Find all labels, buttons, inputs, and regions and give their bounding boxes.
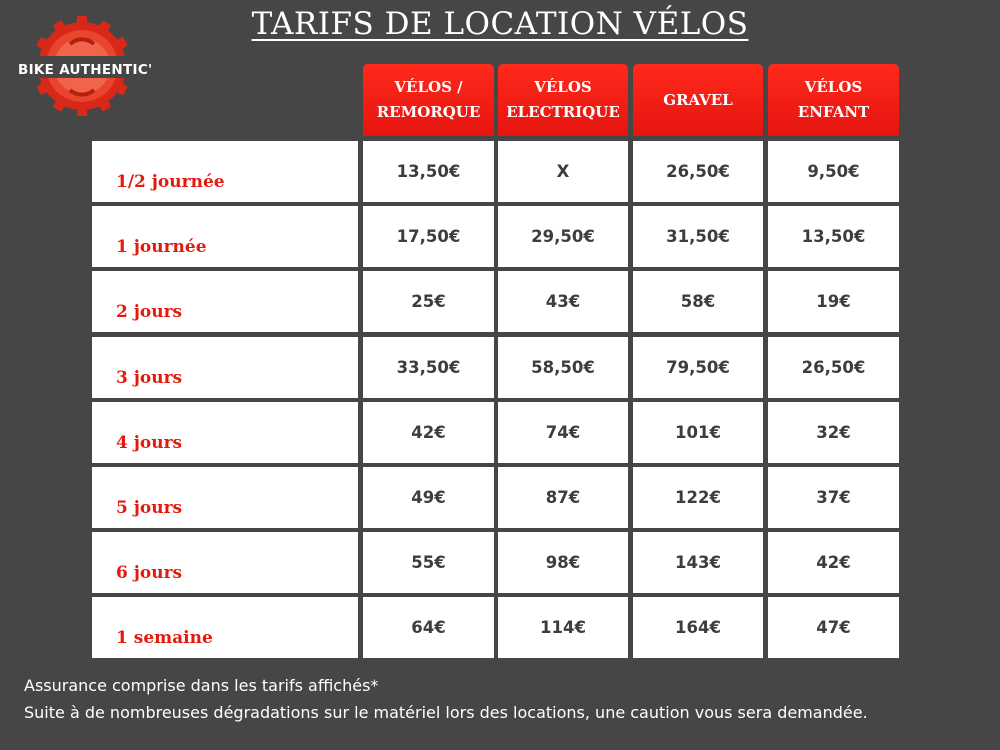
- price-cell: 79,50€: [633, 337, 763, 398]
- row-label: 5 jours: [92, 467, 358, 528]
- price-cell: 55€: [363, 532, 494, 593]
- price-cell: 43€: [498, 271, 628, 332]
- column-header-velos-remorque: [363, 64, 494, 136]
- column-header-velos-electrique: [498, 64, 628, 136]
- header-line: GRAVEL: [663, 90, 733, 109]
- price-cell: 33,50€: [363, 337, 494, 398]
- price-cell: 19€: [768, 271, 899, 332]
- footer-notes: [24, 672, 868, 726]
- header-line: REMORQUE: [376, 103, 481, 121]
- price-cell: 26,50€: [768, 337, 899, 398]
- price-cell: 13,50€: [768, 206, 899, 267]
- row-label: 1/2 journée: [92, 141, 358, 202]
- header-line: ENFANT: [797, 103, 870, 121]
- price-cell: 47€: [768, 597, 899, 658]
- row-label: 1 journée: [92, 206, 358, 267]
- row-label: 6 jours: [92, 532, 358, 593]
- page-title: TARIFS DE LOCATION VÉLOS: [251, 6, 749, 42]
- price-cell: 58,50€: [498, 337, 628, 398]
- price-cell: 122€: [633, 467, 763, 528]
- price-cell: 74€: [498, 402, 628, 463]
- price-cell: 26,50€: [633, 141, 763, 202]
- header-line: VÉLOS: [534, 78, 592, 96]
- price-cell: 87€: [498, 467, 628, 528]
- header-line: VÉLOS: [804, 78, 863, 96]
- logo-text: BIKE AUTHENTIC': [18, 62, 153, 78]
- price-cell: 42€: [768, 532, 899, 593]
- price-cell: 58€: [633, 271, 763, 332]
- price-cell: 49€: [363, 467, 494, 528]
- price-cell: X: [498, 141, 628, 202]
- price-cell: 114€: [498, 597, 628, 658]
- header-line: ELECTRIQUE: [506, 103, 620, 121]
- row-label: 3 jours: [92, 337, 358, 398]
- row-label: 1 semaine: [92, 597, 358, 658]
- price-cell: 25€: [363, 271, 494, 332]
- price-cell: 42€: [363, 402, 494, 463]
- price-cell: 31,50€: [633, 206, 763, 267]
- deposit-note: Suite à de nombreuses dégradations sur le matériel lors des locations, une caution vous sera demandée.: [24, 703, 868, 722]
- price-cell: 13,50€: [363, 141, 494, 202]
- price-cell: 29,50€: [498, 206, 628, 267]
- price-cell: 164€: [633, 597, 763, 658]
- row-label: 2 jours: [92, 271, 358, 332]
- header-line: VÉLOS /: [394, 78, 463, 96]
- price-cell: 98€: [498, 532, 628, 593]
- row-label: 4 jours: [92, 402, 358, 463]
- price-cell: 9,50€: [768, 141, 899, 202]
- price-cell: 32€: [768, 402, 899, 463]
- column-header-velos-enfant: [768, 64, 899, 136]
- price-cell: 143€: [633, 532, 763, 593]
- column-header-gravel: [633, 64, 763, 136]
- price-cell: 101€: [633, 402, 763, 463]
- price-cell: 64€: [363, 597, 494, 658]
- price-cell: 17,50€: [363, 206, 494, 267]
- insurance-note: Assurance comprise dans les tarifs affichés*: [24, 676, 379, 695]
- price-cell: 37€: [768, 467, 899, 528]
